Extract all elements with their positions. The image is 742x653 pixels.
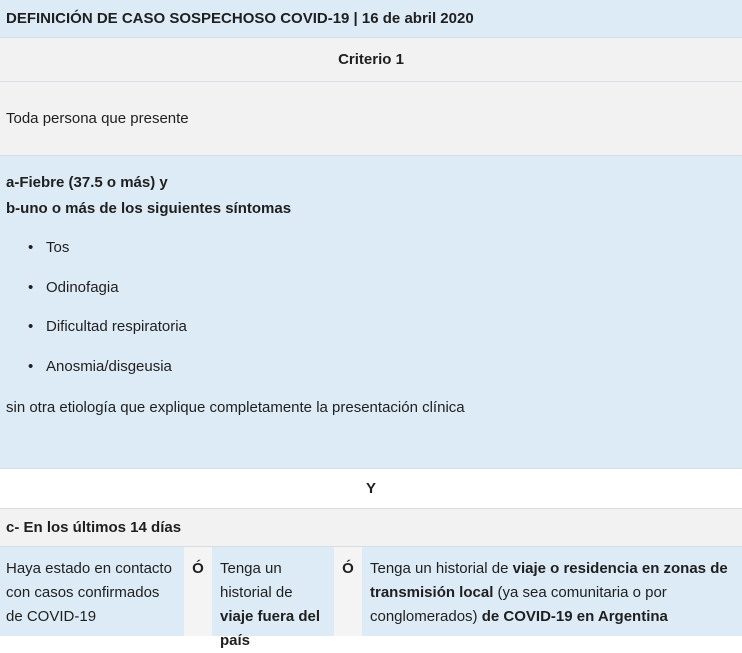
or-separator: Ó xyxy=(184,547,212,636)
or-separator: Ó xyxy=(334,547,362,636)
option-travel-abroad: Tenga un historial de viaje fuera del país xyxy=(212,547,334,636)
option-local-transmission: Tenga un historial de viaje o residencia en zonas de transmisión local (ya sea comunitaria o por conglomerados) de COVID-19 en Argentina xyxy=(362,547,742,636)
symptoms-section xyxy=(0,156,742,469)
bullet-icon: • xyxy=(28,357,34,375)
intro-text: Toda persona que presente xyxy=(0,82,742,156)
bullet-icon: • xyxy=(28,239,34,256)
symptoms-list xyxy=(6,238,736,396)
list-item: • Dificultad respiratoria xyxy=(28,317,736,357)
symptoms-lead-line: b-uno o más de los siguientes síntomas xyxy=(6,200,292,217)
table-title: DEFINICIÓN DE CASO SOSPECHOSO COVID-19 | 16 de abril 2020 xyxy=(0,0,742,38)
conjunction-y: Y xyxy=(0,469,742,509)
bullet-icon: • xyxy=(28,318,34,335)
section-c-heading: c- En los últimos 14 días xyxy=(0,509,742,547)
criterion-heading: Criterio 1 xyxy=(0,38,742,82)
bullet-icon: • xyxy=(28,278,34,296)
closing-text: sin otra etiología que explique completamente la presentación clínica xyxy=(6,399,465,416)
list-item: • Tos xyxy=(28,238,736,278)
list-item: • Anosmia/disgeusia xyxy=(28,357,736,397)
exposure-options-row xyxy=(0,547,742,649)
option-contact: Haya estado en contacto con casos confirmados de COVID-19 xyxy=(0,547,184,636)
list-item: • Odinofagia xyxy=(28,278,736,318)
fever-line: a-Fiebre (37.5 o más) y xyxy=(6,174,168,191)
